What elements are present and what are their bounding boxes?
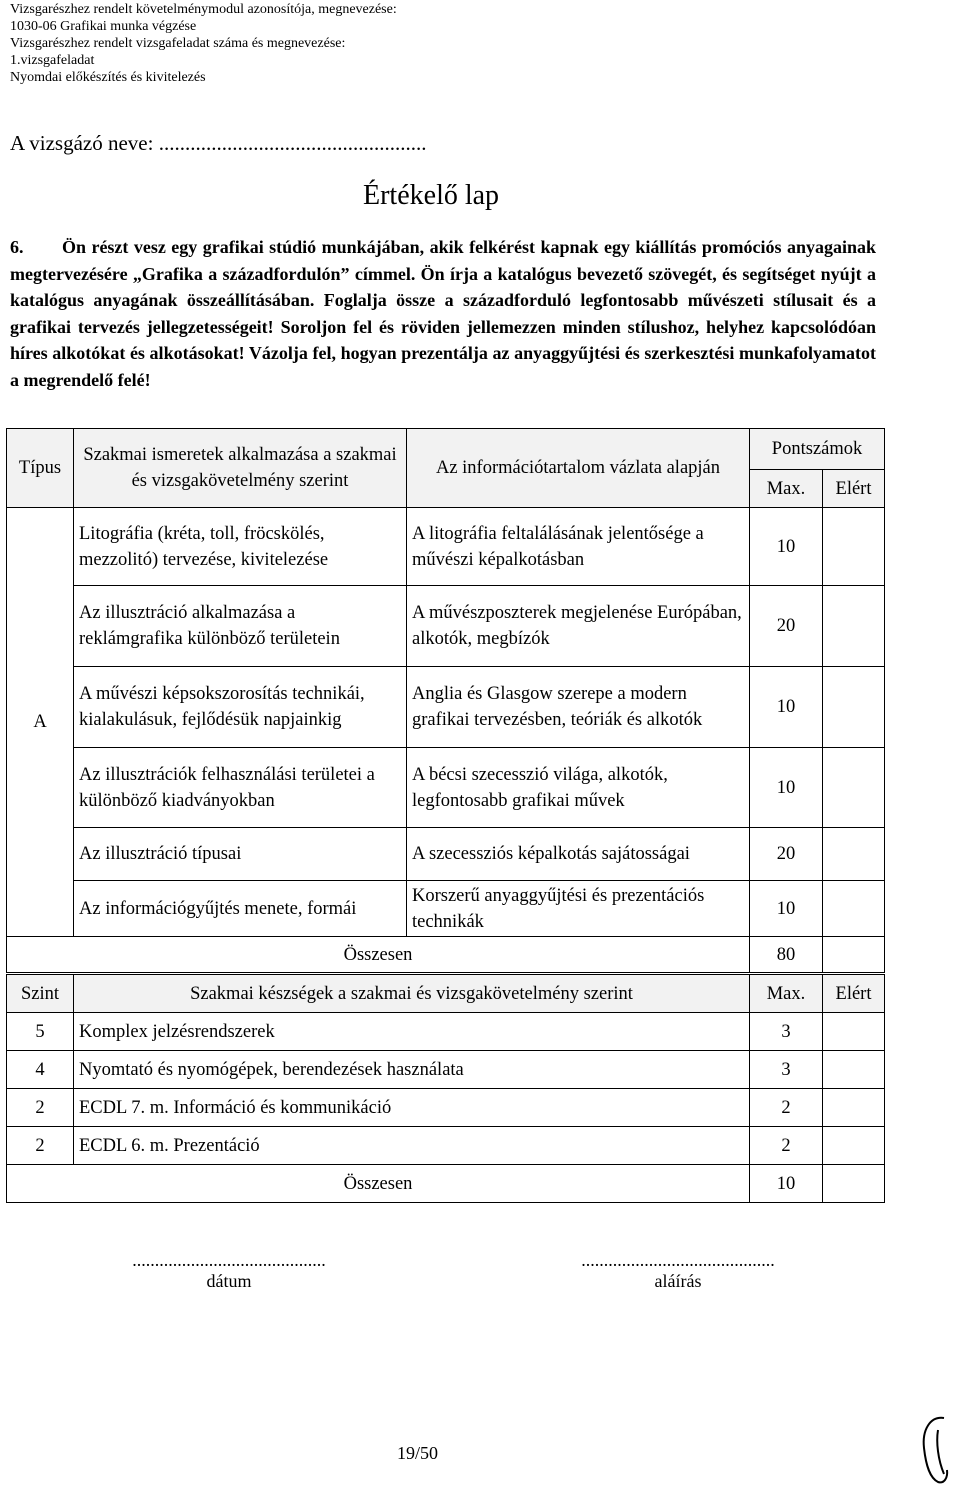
total-achieved-cell[interactable] (823, 937, 885, 973)
table-row (7, 881, 885, 937)
outline-cell: A szecessziós képalkotás sajátosságai (407, 828, 750, 881)
col-level-header: Szint (7, 975, 74, 1013)
page-title: Értékelő lap (363, 180, 500, 211)
outline-cell: Korszerű anyaggyűjtési és prezentációs technikák (407, 881, 750, 937)
col-max-header: Max. (750, 975, 823, 1013)
total-label: Összesen (7, 1165, 750, 1203)
table-row (7, 586, 885, 667)
col-type-header: Típus (7, 429, 74, 508)
date-label: dátum (206, 1271, 252, 1291)
achieved-points-cell[interactable] (823, 828, 885, 881)
col-knowledge-header: Szakmai ismeretek alkalmazása a szakmai és vizsgakövetelmény szerint (74, 429, 407, 508)
knowledge-table-header (7, 429, 885, 470)
total-max-cell: 80 (750, 937, 823, 973)
level-cell: 5 (7, 1013, 74, 1051)
table-row (7, 1051, 885, 1089)
max-points-cell: 2 (750, 1089, 823, 1127)
knowledge-cell: Az információgyűjtés menete, formái (74, 881, 407, 937)
max-points-cell: 20 (750, 828, 823, 881)
header-task-name: Nyomdai előkészítés és kivitelezés (10, 70, 206, 85)
skill-cell: Nyomtató és nyomógépek, berendezések használata (74, 1051, 750, 1089)
achieved-points-cell[interactable] (823, 1127, 885, 1165)
task-description (10, 234, 876, 393)
outline-cell: A művészposzterek megjelenése Európában, alkotók, megbízók (407, 586, 750, 667)
outline-cell: A bécsi szecesszió világa, alkotók, legfontosabb grafikai művek (407, 748, 750, 828)
level-cell: 4 (7, 1051, 74, 1089)
max-points-cell: 10 (750, 881, 823, 937)
level-cell: 2 (7, 1089, 74, 1127)
type-cell: A (7, 508, 74, 937)
knowledge-cell: Az illusztráció alkalmazása a reklámgrafika különböző területein (74, 586, 407, 667)
handwritten-signature-mark (914, 1412, 954, 1488)
signature-label: aláírás (654, 1271, 702, 1291)
achieved-points-cell[interactable] (823, 1089, 885, 1127)
knowledge-cell: Az illusztrációk felhasználási területei a különböző kiadványokban (74, 748, 407, 828)
achieved-points-cell[interactable] (823, 881, 885, 937)
col-outline-header: Az információtartalom vázlata alapján (407, 429, 750, 508)
table-row (7, 508, 885, 586)
header-module-value: 1030-06 Grafikai munka végzése (10, 19, 197, 34)
achieved-points-cell[interactable] (823, 586, 885, 667)
table-row (7, 667, 885, 748)
table-row (7, 1013, 885, 1051)
knowledge-cell: Az illusztráció típusai (74, 828, 407, 881)
examinee-name-line: A vizsgázó neve: ................................................... (10, 131, 427, 155)
task-number: 6. (10, 237, 24, 257)
level-cell: 2 (7, 1127, 74, 1165)
table-row (7, 748, 885, 828)
col-max-header: Max. (750, 470, 823, 508)
table-row (7, 1089, 885, 1127)
skill-cell: ECDL 6. m. Prezentáció (74, 1127, 750, 1165)
max-points-cell: 10 (750, 667, 823, 748)
skills-total-row (7, 1165, 885, 1203)
col-points-header: Pontszámok (750, 429, 885, 470)
knowledge-cell: Litográfia (kréta, toll, fröcskölés, mezzolitó) tervezése, kivitelezése (74, 508, 407, 586)
achieved-points-cell[interactable] (823, 748, 885, 828)
max-points-cell: 2 (750, 1127, 823, 1165)
col-skill-header: Szakmai készségek a szakmai és vizsgakövetelmény szerint (74, 975, 750, 1013)
achieved-points-cell[interactable] (823, 1051, 885, 1089)
signature-block (545, 1250, 811, 1292)
outline-cell: Anglia és Glasgow szerepe a modern grafikai tervezésben, teóriák és alkotók (407, 667, 750, 748)
signature-dots: ........................................... (581, 1250, 775, 1270)
max-points-cell: 3 (750, 1051, 823, 1089)
outline-cell: A litográfia feltalálásának jelentősége a művészi képalkotásban (407, 508, 750, 586)
col-achieved-header: Elért (823, 975, 885, 1013)
achieved-points-cell[interactable] (823, 667, 885, 748)
total-achieved-cell[interactable] (823, 1165, 885, 1203)
achieved-points-cell[interactable] (823, 508, 885, 586)
knowledge-evaluation-table (6, 428, 885, 973)
total-label: Összesen (7, 937, 750, 973)
header-task-number: 1.vizsgafeladat (10, 53, 95, 68)
max-points-cell: 3 (750, 1013, 823, 1051)
date-dots: ........................................... (132, 1250, 326, 1270)
skills-evaluation-table (6, 974, 885, 1203)
table-row (7, 828, 885, 881)
skills-table-header (7, 975, 885, 1013)
document-header (10, 1, 397, 86)
knowledge-total-row (7, 937, 885, 973)
skill-cell: ECDL 7. m. Információ és kommunikáció (74, 1089, 750, 1127)
knowledge-cell: A művészi képsokszorosítás technikái, kialakulásuk, fejlődésük napjainkig (74, 667, 407, 748)
max-points-cell: 20 (750, 586, 823, 667)
table-row (7, 1127, 885, 1165)
header-module-label: Vizsgarészhez rendelt követelménymodul azonosítója, megnevezése: (10, 2, 397, 17)
achieved-points-cell[interactable] (823, 1013, 885, 1051)
max-points-cell: 10 (750, 508, 823, 586)
total-max-cell: 10 (750, 1165, 823, 1203)
col-achieved-header: Elért (823, 470, 885, 508)
task-text: Ön részt vesz egy grafikai stúdió munkájában, akik felkérést kapnak egy kiállítás promóciós anyagainak megtervezésére „Grafika a századfordulón” címmel. Ön írja a katalógus bevezető szövegét, és segítséget nyújt a katalógus anyagának összeállításában. Foglalja össze a századforduló legfontosabb művészeti stílusait és a grafikai tervezés jellegzetességeit! Soroljon fel és röviden jellemezzen minden stílushoz, helyhez kapcsolódóan híres alkotókat és alkotásokat! Vázolja fel, hogyan prezentálja az anyaggyűjtési és szerkesztési munkafolyamatot a megrendelő felé! (10, 237, 876, 390)
date-signature-block (96, 1250, 362, 1292)
skill-cell: Komplex jelzésrendszerek (74, 1013, 750, 1051)
header-task-label: Vizsgarészhez rendelt vizsgafeladat száma és megnevezése: (10, 36, 346, 51)
max-points-cell: 10 (750, 748, 823, 828)
page-number: 19/50 (397, 1443, 439, 1463)
